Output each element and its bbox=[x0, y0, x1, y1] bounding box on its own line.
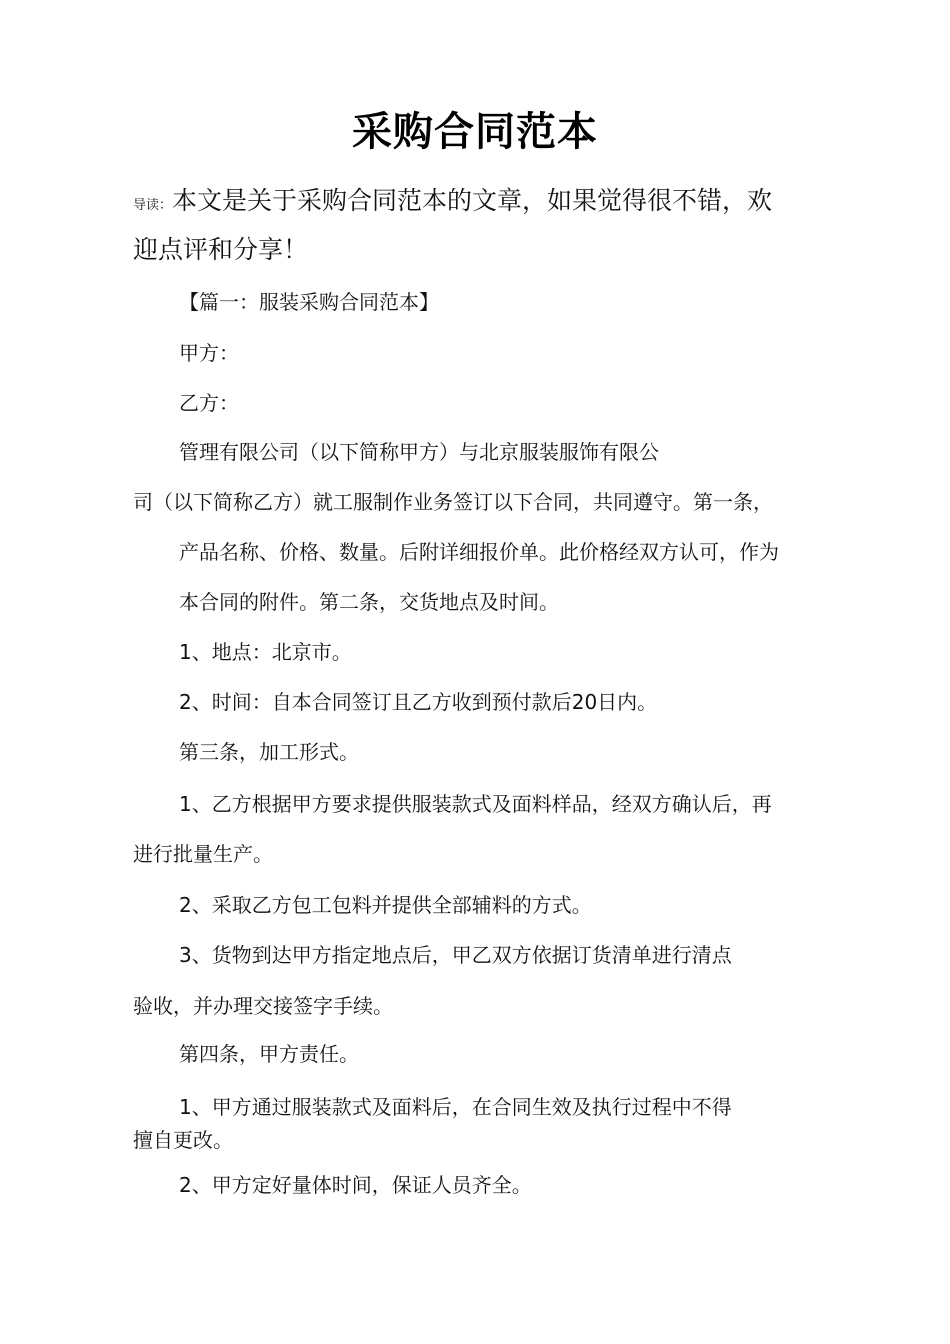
intro-text-line-2: 迎点评和分享！ bbox=[133, 235, 309, 264]
clause-item: 2、采取乙方包工包料并提供全部辅料的方式。 bbox=[179, 893, 592, 917]
clause-item-continuation: 验收，并办理交接签字手续。 bbox=[133, 994, 393, 1018]
intro-paragraph-line-1 bbox=[133, 184, 772, 223]
clause-heading: 第三条，加工形式。 bbox=[179, 740, 359, 764]
clause-item: 2、甲方定好量体时间，保证人员齐全。 bbox=[179, 1173, 532, 1197]
body-line: 管理有限公司（以下简称甲方）与北京服装服饰有限公 bbox=[179, 440, 659, 464]
clause-item: 1、甲方通过服装款式及面料后，在合同生效及执行过程中不得 bbox=[179, 1095, 732, 1119]
clause-item-continuation: 擅自更改。 bbox=[133, 1128, 233, 1152]
clause-item: 2、时间：自本合同签订且乙方收到预付款后20日内。 bbox=[179, 690, 658, 714]
clause-item: 1、乙方根据甲方要求提供服装款式及面料样品，经双方确认后，再 bbox=[179, 792, 772, 816]
party-b-line: 乙方： bbox=[179, 391, 239, 415]
body-line: 司（以下简称乙方）就工服制作业务签订以下合同，共同遵守。第一条， bbox=[133, 490, 773, 514]
section-heading: 【篇一：服装采购合同范本】 bbox=[179, 290, 439, 314]
clause-item: 1、地点：北京市。 bbox=[179, 640, 352, 664]
clause-item-continuation: 进行批量生产。 bbox=[133, 842, 273, 866]
document-title: 采购合同范本 bbox=[352, 109, 598, 155]
body-line: 产品名称、价格、数量。后附详细报价单。此价格经双方认可，作为 bbox=[179, 540, 779, 564]
intro-label: 导读： bbox=[133, 198, 173, 213]
body-line: 本合同的附件。第二条，交货地点及时间。 bbox=[179, 590, 559, 614]
clause-item: 3、货物到达甲方指定地点后，甲乙双方依据订货清单进行清点 bbox=[179, 943, 732, 967]
clause-heading: 第四条，甲方责任。 bbox=[179, 1042, 359, 1066]
intro-text-line-1: 本文是关于采购合同范本的文章，如果觉得很不错，欢 bbox=[172, 186, 773, 215]
party-a-line: 甲方： bbox=[179, 341, 239, 365]
